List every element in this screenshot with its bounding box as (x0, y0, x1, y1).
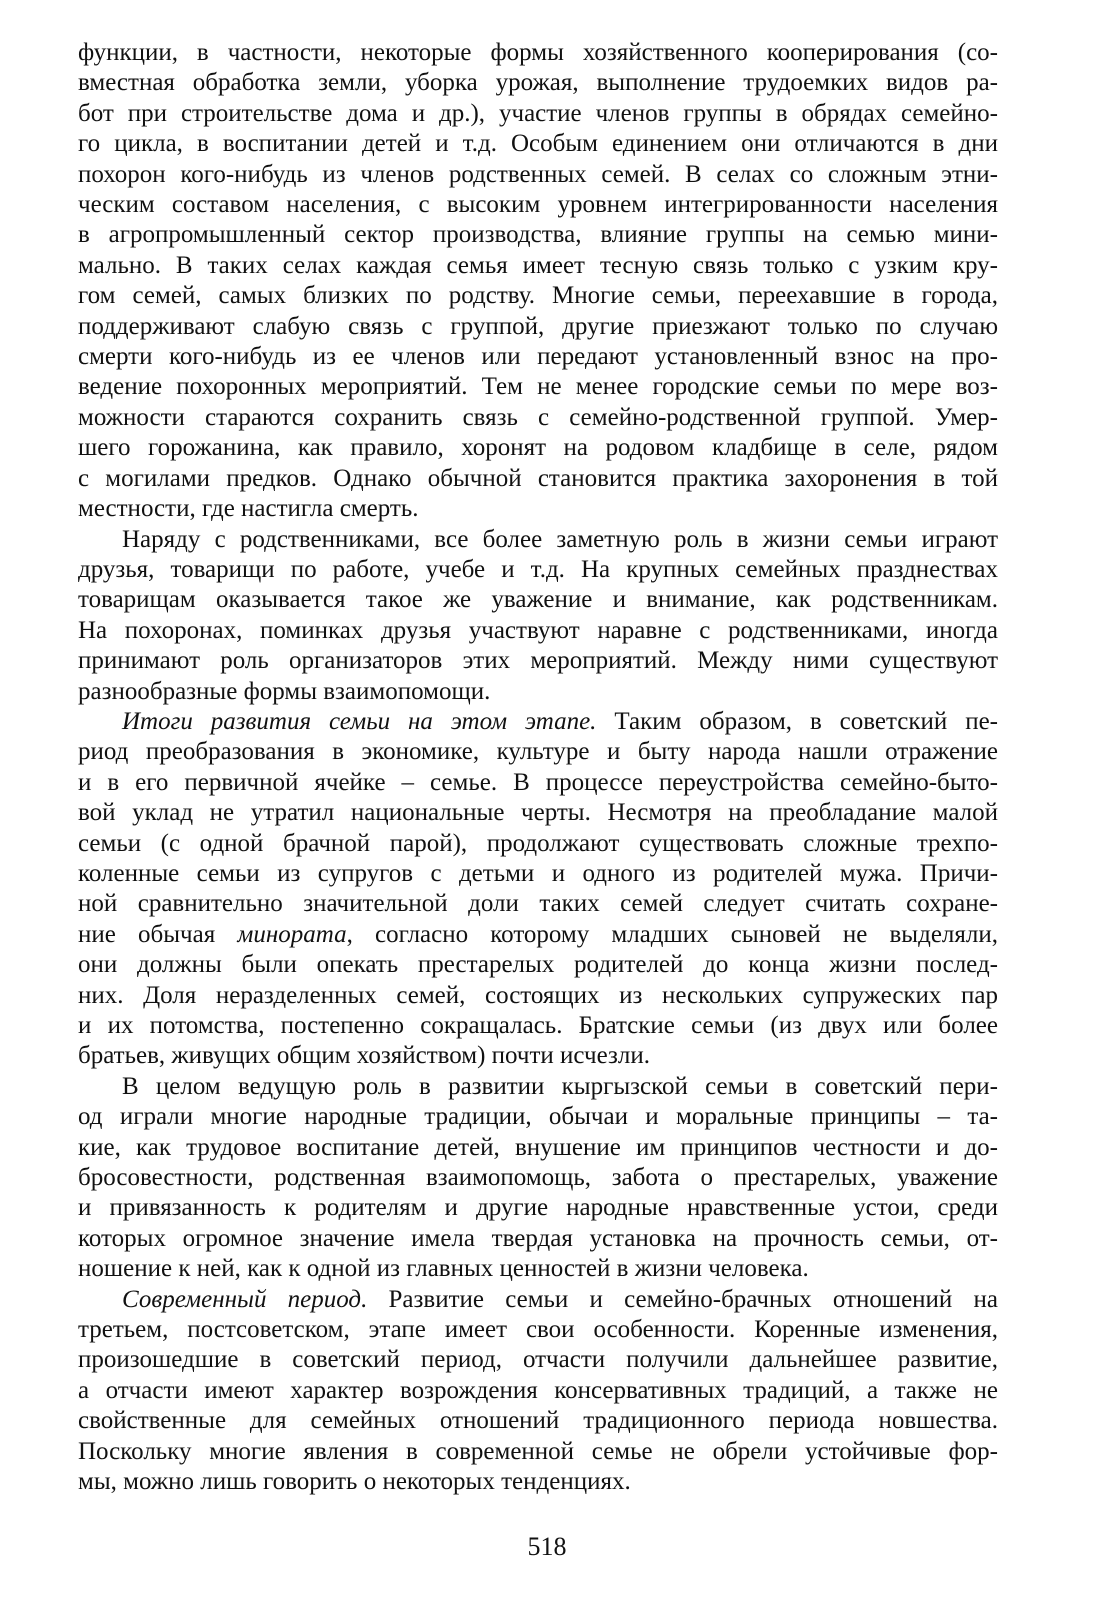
text-line: свойственные для семейных отношений традиционного периода новшества. (78, 1407, 998, 1435)
text-line: семьи (с одной брачной парой), продолжают существовать сложные трехпо- (78, 829, 998, 857)
text-line: друзья, товарищи по работе, учебе и т.д. На крупных семейных празднествах (78, 555, 998, 583)
text-line: и их потомства, постепенно сокращалась. Братские семьи (из двух или более (78, 1012, 998, 1039)
text-line: вой уклад не утратил национальные черты. Несмотря на преобладание малой (78, 799, 998, 827)
text-line: и привязанность к родителям и другие народные нравственные устои, среди (78, 1194, 998, 1222)
text-line: произошедшие в советский период, отчасти получили дальнейшее развитие, (78, 1346, 998, 1374)
text-line: риод преобразования в экономике, культуре и быту народа нашли отражение (78, 738, 998, 766)
text-line (78, 1285, 998, 1315)
text-line: шего горожанина, как правило, хоронят на родовом кладбище в селе, рядом (78, 434, 998, 462)
text-line: вместная обработка земли, уборка урожая, выполнение трудоемких видов ра- (78, 69, 998, 97)
text-line: братьев, живущих общим хозяйством) почти исчезли. (78, 1042, 650, 1070)
text-line: ношение к ней, как к одной из главных ценностей в жизни человека. (78, 1255, 809, 1283)
text-line: мы, можно лишь говорить о некоторых тенденциях. (78, 1468, 631, 1496)
text-line: функции, в частности, некоторые формы хозяйственного кооперирования (со- (78, 39, 998, 66)
section-lead-italic: Итоги развития семьи на этом этапе. (122, 707, 597, 735)
section-lead-italic: Современный период. (122, 1285, 368, 1313)
text-line: местности, где настигла смерть. (78, 495, 419, 523)
text-line: принимают роль организаторов этих мероприятий. Между ними существуют (78, 647, 998, 675)
text-line: разнообразные формы взаимопомощи. (78, 677, 491, 705)
text-line (78, 707, 998, 737)
text-line: ведение похоронных мероприятий. Тем не менее городские семьи по мере воз- (78, 373, 998, 401)
text-line: Поскольку многие явления в современной семье не обрели устойчивые фор- (78, 1437, 998, 1465)
term-italic: минората (237, 920, 347, 948)
text-line: бросовестности, родственная взаимопомощь, забота о престарелых, уважение (78, 1164, 998, 1192)
text-line: кие, как трудовое воспитание детей, внушение им принципов честности и до- (78, 1133, 998, 1161)
text-line: поддерживают слабую связь с группой, другие приезжают только по случаю (78, 312, 998, 340)
text-line: од играли многие народные традиции, обычаи и моральные принципы – та- (78, 1103, 998, 1131)
text-line: смерти кого-нибудь из ее членов или передают установленный взнос на про- (78, 343, 998, 371)
text-line: ной сравнительно значительной доли таких семей следует считать сохране- (78, 890, 998, 918)
text-line: Наряду с родственниками, все более заметную роль в жизни семьи играют (122, 525, 998, 553)
text-line: можности стараются сохранить связь с семейно-родственной группой. Умер- (78, 403, 998, 431)
text-line: го цикла, в воспитании детей и т.д. Особым единением они отличаются в дни (78, 130, 998, 158)
text-line: коленные семьи из супругов с детьми и одного из родителей мужа. Причи- (78, 859, 998, 887)
text-line: мально. В таких селах каждая семья имеет тесную связь только с узким кру- (78, 251, 998, 279)
paragraph-5 (78, 1285, 998, 1498)
text-run: Развитие семьи и семейно-брачных отношений на (367, 1285, 998, 1313)
paragraph-4 (78, 1072, 998, 1285)
text-line: а отчасти имеют характер возрождения консервативных традиций, а также не (78, 1376, 998, 1404)
text-line: в агропромышленный сектор производства, влияние группы на семью мини- (78, 221, 998, 249)
text-line: гом семей, самых близких по родству. Многие семьи, переехавшие в города, (78, 282, 998, 310)
text-line: них. Доля неразделенных семей, состоящих из нескольких супружеских пар (78, 981, 998, 1009)
page-number: 518 (527, 1532, 567, 1561)
text-line: В целом ведущую роль в развитии кыргызской семьи в советский пери- (122, 1072, 998, 1100)
body-text (78, 38, 998, 1498)
text-run: , согласно которому младших сыновей не выделяли, (346, 920, 998, 948)
text-line: ческим составом населения, с высоким уровнем интегрированности населения (78, 191, 998, 219)
paragraph-3 (78, 707, 998, 1072)
text-line: бот при строительстве дома и др.), участие членов группы в обрядах семейно- (78, 99, 998, 127)
text-line (78, 920, 998, 950)
text-line: На похоронах, поминках друзья участвуют наравне с родственниками, иногда (78, 616, 998, 644)
text-line: они должны были опекать престарелых родителей до конца жизни послед- (78, 951, 998, 979)
text-run: Таким образом, в советский пе- (596, 707, 998, 735)
text-run: ние обычая (78, 920, 238, 948)
text-line: третьем, постсоветском, этапе имеет свои особенности. Коренные изменения, (78, 1316, 998, 1344)
text-line: товарищам оказывается такое же уважение и внимание, как родственникам. (78, 586, 998, 614)
text-line: с могилами предков. Однако обычной становится практика захоронения в той (78, 464, 998, 492)
text-line: похорон кого-нибудь из членов родственных семей. В селах со сложным этни- (78, 160, 998, 188)
text-line: и в его первичной ячейке – семье. В процессе переустройства семейно-быто- (78, 768, 998, 796)
text-line: которых огромное значение имела твердая установка на прочность семьи, от- (78, 1224, 998, 1252)
paragraph-1 (78, 38, 998, 525)
paragraph-2 (78, 525, 998, 707)
